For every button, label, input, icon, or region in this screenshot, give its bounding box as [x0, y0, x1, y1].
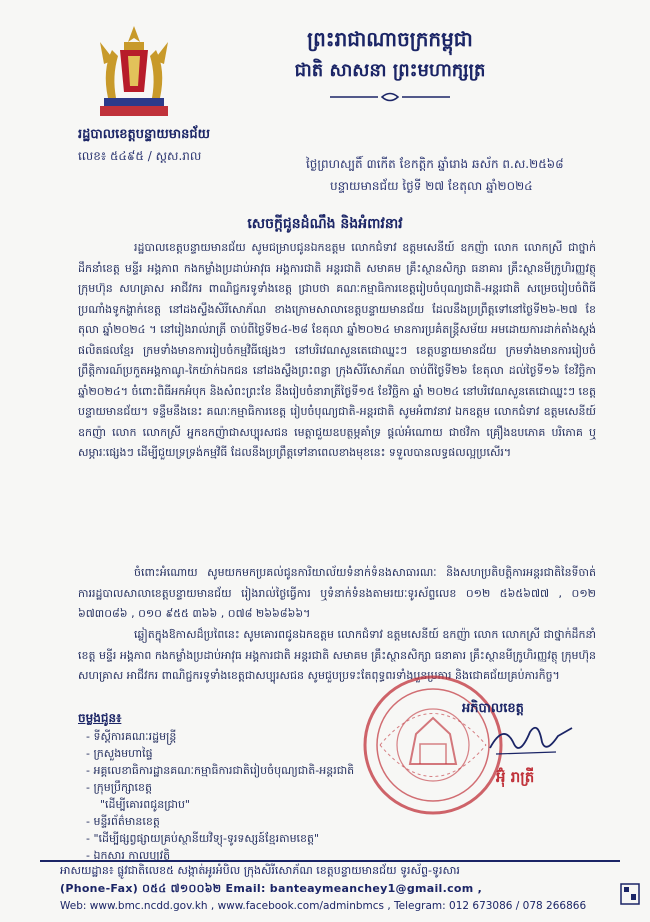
list-item: - ក្រុមប្រឹក្សាខេត្ត — [86, 781, 153, 794]
body-paragraph — [78, 238, 596, 464]
issuing-organization: រដ្ឋបាលខេត្តបន្ទាយមានជ័យ — [78, 127, 211, 142]
signatory-title: អភិបាលខេត្ត — [462, 701, 524, 716]
paragraph-text: ឆ្លៀតក្នុងឱកាសដ៏ប្រពៃនេះ សូមគោរពជូនឯកឧត្តម លោកជំទាវ ឧត្តមសេនីយ៍ ឧកញ៉ា លោក លោកស្រី ជាថ្នាក់ដឹកនាំខេត្ត មន្ទីរ អង្គភាព កងកម្លាំងប្រដាប់អាវុធ អង្គការជាតិ អន្តរជាតិ សមាគម គ្រឹះស្ថានសិក្សា ធនាគារ គ្រឹះស្ថានមីក្រូហិរញ្ញវត្ថុ ក្រុមហ៊ុន សហគ្រាស អាជីវករ ពាណិជ្ជករទូទាំងខេត្តជាសប្បុរសជន សូមជួបប្រទះតែពុទ្ធពរទាំងបួនប្រការ និងជោគជ័យគ្រប់ភារកិច្ច។ — [78, 628, 596, 682]
list-item: - ក្រសួងមហាផ្ទៃ — [86, 747, 153, 760]
footer-divider — [40, 860, 620, 862]
official-seal-icon — [360, 672, 506, 818]
footer-address: អាសយដ្ឋាន៖ ផ្លូវជាតិលេខ៥ សង្កាត់អូរអំបិល ក្រុងសិរីសោភ័ណ ខេត្តបន្ទាយមានជ័យ ទូរស័ព្ទ-ទូរសារ — [60, 864, 460, 877]
paragraph-text: រដ្ឋបាលខេត្តបន្ទាយមានជ័យ សូមជម្រាបជូនឯកឧត្តម លោកជំទាវ ឧត្តមសេនីយ៍ ឧកញ៉ា លោក លោកស្រី ជាថ្នាក់ដឹកនាំខេត្ត មន្ទីរ អង្គភាព កងកម្លាំងប្រដាប់អាវុធ អង្គការជាតិ អន្តរជាតិ សមាគម គ្រឹះស្ថានសិក្សា ធនាគារ គ្រឹះស្ថានមីក្រូហិរញ្ញវត្ថុ ក្រុមហ៊ុន សហគ្រាស អាជីវករ ពាណិជ្ជករទូទាំងខេត្ត ជ្រាបថា គណៈកម្មាធិការខេត្តរៀបចំបុណ្យជាតិ-អន្តរជាតិ សម្រេចរៀបចំពិធីប្រណាំងទូកង្ហាក់ខេត្ត នៅដងស្ទឹងសិរីសោភ័ណ ខាងក្រោមសាលាខេត្តបន្ទាយមានជ័យ ដែលនឹងប្រព្រឹត្តទៅនៅថ្ងៃទី២៦-២៧ ខែតុលា ឆ្នាំ២០២៤ ។ នៅរៀងរាល់រាត្រី ចាប់ពីថ្ងៃទី២៤-២៨ ខែតុលា ឆ្នាំ២០២៤ មានការប្រគំតន្ត្រីសម័យ អមដោយការដាក់តាំងស្តង់ផលិតផលខ្មែរ ក្រមទាំងមានការរៀបចំកម្មវិធីផ្សេងៗ នៅបរិវេណសួនតេជោឈ្នះៗ ខេត្តបន្ទាយមានជ័យ ក្រមទាំងមានការរៀបចំព្រឹត្តិការណ៍ប្រកួតអង្គកាណូ-កៃយ៉ាក់ឯកជន នៅដងស្ទឹងព្រះពន្លា ក្រុងសិរីសោភ័ណ ចាប់ពីថ្ងៃទី២៦ ខែតុលា ដល់ថ្ងៃទី១៦ ខែវិច្ឆិកា ឆ្នាំ២០២៤។ ចំពោះពិធីអកអំបុក និងសំពះព្រះខែ នឹងរៀបចំនារាត្រីថ្ងៃទី១៥ ខែវិច្ឆិកា ឆ្នាំ ២០២៤ នៅបរិវេណសួនតេជោឈ្នះៗ ខេត្តបន្ទាយមានជ័យ។ ទន្ទឹមនឹងនេះ គណៈកម្មាធិការខេត្ត រៀបចំបុណ្យជាតិ-អន្តរជាតិ សូមអំពាវនាវ ឯកឧត្តម លោកជំទាវ ឧត្តមសេនីយ៍ ឧកញ៉ា លោក លោកស្រី អ្នកឧកញ៉ាជាសប្បុរសជន មេត្តាជួយឧបត្ថម្ភគាំទ្រ ផ្តល់អំណោយ ជាថវិកា គ្រឿងឧបភោគ បរិភោគ ឬសម្ភារៈផ្សេងៗ ដើម្បីជួយទ្រទ្រង់កម្មវិធី ដែលនឹងប្រព្រឹត្តទៅនាពេលខាងមុខនេះ ទទួលបានលទ្ធផលល្អប្រសើរ។ — [78, 241, 596, 459]
list-item: - ទីស្តីការគណៈរដ្ឋមន្ត្រី — [86, 730, 177, 743]
signatory-name: អ៊ុំ រាត្រី — [496, 768, 535, 786]
footer-web: Web: www.bmc.ncdd.gov.kh , www.facebook.com/adminbmcs , Telegram: 012 673086 / 078 266866 — [60, 900, 587, 912]
list-item: - មន្ទីរព័ត៌មានខេត្ត — [86, 815, 160, 828]
lunar-date: ថ្ងៃព្រហស្បតិ៍ ៣កើត ខែកត្តិក ឆ្នាំរោង ឆស័ក ព.ស.២៥៦៨ — [306, 157, 564, 171]
footer-contact: (Phone-Fax) ០៥៤ ៧១០០៦២ Email: banteaymeanchey1@gmail.com , — [60, 882, 483, 895]
document-subject: សេចក្តីជូនដំណឹង និងអំពាវនាវ — [247, 216, 403, 232]
list-item: - ឯកសារ កាលប្បវត្តិ — [86, 849, 171, 862]
ornament-divider-icon — [330, 92, 450, 102]
recipients-list — [86, 728, 354, 864]
body-paragraph — [78, 625, 596, 687]
reference-number: លេខ៖ ៥៤៩៥ / ស្តស.រាល — [78, 149, 202, 163]
signature-icon — [486, 718, 576, 762]
solar-date: បន្ទាយមានជ័យ ថ្ងៃទី ២៧ ខែតុលា ឆ្នាំ២០២៤ — [330, 179, 533, 193]
kingdom-heading: ព្រះរាជាណាចក្រកម្ពុជា — [307, 27, 473, 51]
national-motto: ជាតិ សាសនា ព្រះមហាក្សត្រ — [294, 60, 486, 81]
qr-code-icon — [620, 882, 640, 906]
list-item: - អគ្គលេខាធិការដ្ឋានគណៈកម្មាធិការជាតិរៀបចំបុណ្យជាតិ-អន្តរជាតិ — [86, 764, 355, 777]
paragraph-text: ចំពោះអំណោយ សូមយកមកប្រគល់ជូនការិយាល័យទំនាក់ទំនងសាធារណៈ និងសហប្រតិបត្តិការអន្តរជាតិនៃទីចាត់ការរដ្ឋបាលសាលាខេត្តបន្ទាយមានជ័យ រៀងរាល់ថ្ងៃធ្វើការ ឬទំនាក់ទំនងតាមរយៈទូរស័ព្ទលេខ ០១២ ៥៦៥៦៧៧ , ០១២ ៦៧៣០៨៦ , ០១០ ៩៥៥ ៣៦៦ , ០៧៨ ២៦៦៨៦៦។ — [78, 566, 596, 620]
list-item: "ដើម្បីគោរពជូនជ្រាប" — [100, 798, 190, 811]
body-paragraph — [78, 563, 596, 625]
list-item: - "ដើម្បីផ្សព្វផ្សាយគ្រប់ស្ថានីយវិទ្យុ-ទូរទស្សន៍ខ្មែរតាមខេត្ត" — [86, 832, 320, 845]
recipients-title: ចម្លងជូន៖ — [78, 711, 122, 725]
royal-emblem-icon — [94, 20, 174, 120]
